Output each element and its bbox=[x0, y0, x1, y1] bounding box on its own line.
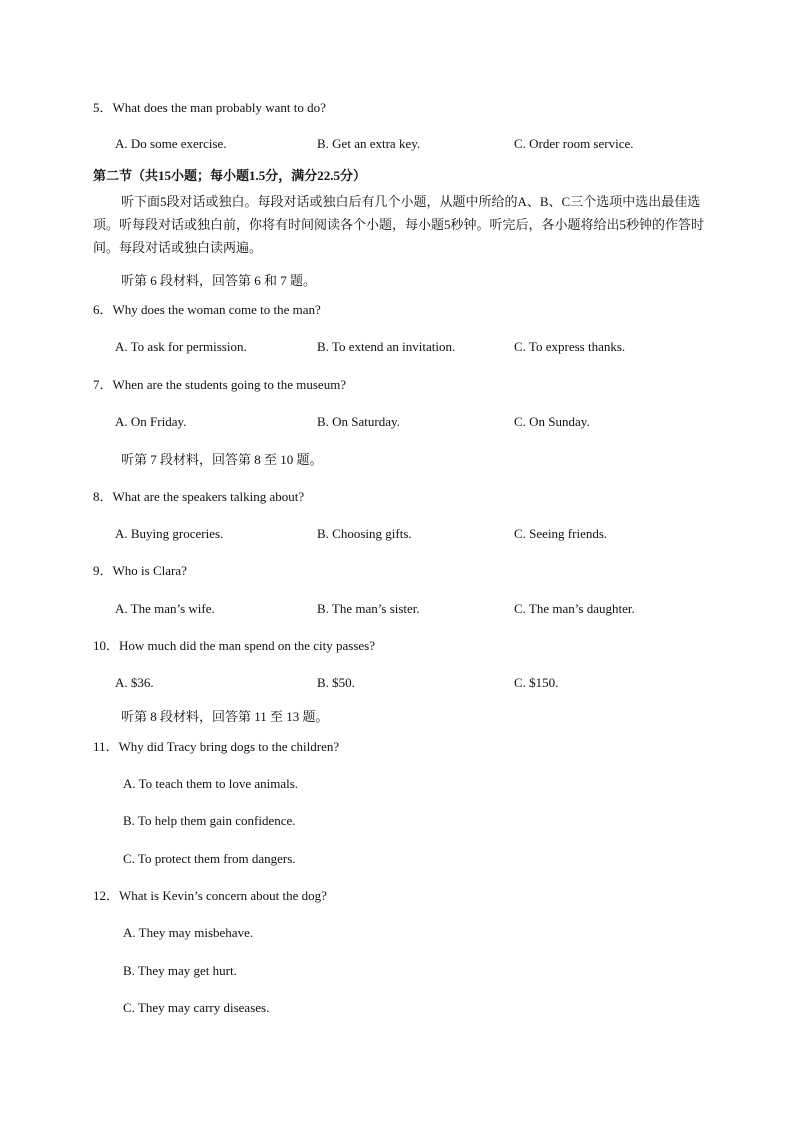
question-7-option-c: C. On Sunday. bbox=[514, 414, 590, 429]
section-2-heading: 第二节（共15小题；每小题1.5分，满分22.5分） bbox=[93, 168, 367, 183]
question-10-stem: 10．How much did the man spend on the city passes? bbox=[93, 638, 375, 653]
question-8-option-c: C. Seeing friends. bbox=[514, 526, 608, 541]
question-8-option-b: B. Choosing gifts. bbox=[317, 526, 412, 541]
section-2-instructions: 听下面5段对话或独白。每段对话或独白后有几个小题，从题中所给的A、B、C三个选项中选出最佳选项。听每段对话或独白前，你将有时间阅读各个小题，每小题5秒钟。听完后，各小题将给出5秒钟的作答时间。每段对话或独白读两遍。 bbox=[93, 194, 705, 255]
question-11-stem: 11．Why did Tracy bring dogs to the children? bbox=[93, 739, 340, 754]
question-5-option-a: A. Do some exercise. bbox=[115, 136, 227, 151]
question-5-option-c: C. Order room service. bbox=[514, 136, 634, 151]
question-6-option-c: C. To express thanks. bbox=[514, 339, 626, 354]
question-12-option-c: C. They may carry diseases. bbox=[123, 1000, 270, 1015]
question-5-option-b: B. Get an extra key. bbox=[317, 136, 421, 151]
question-8-option-a: A. Buying groceries. bbox=[115, 526, 224, 541]
question-9-stem: 9．Who is Clara? bbox=[93, 563, 187, 578]
question-7-stem: 7．When are the students going to the museum? bbox=[93, 377, 347, 392]
question-10-option-b: B. $50. bbox=[317, 675, 355, 690]
material-7-prompt: 听第 7 段材料，回答第 8 至 10 题。 bbox=[121, 452, 323, 467]
question-5-stem: 5．What does the man probably want to do? bbox=[93, 100, 326, 115]
question-6-stem: 6．Why does the woman come to the man? bbox=[93, 302, 321, 317]
question-6-option-b: B. To extend an invitation. bbox=[317, 339, 456, 354]
question-9-option-b: B. The man’s sister. bbox=[317, 601, 420, 616]
question-6-option-a: A. To ask for permission. bbox=[115, 339, 247, 354]
question-11-option-a: A. To teach them to love animals. bbox=[123, 776, 299, 791]
material-6-prompt: 听第 6 段材料，回答第 6 和 7 题。 bbox=[121, 273, 317, 288]
question-12-option-a: A. They may misbehave. bbox=[123, 925, 254, 940]
question-8-stem: 8．What are the speakers talking about? bbox=[93, 489, 305, 504]
question-10-option-c: C. $150. bbox=[514, 675, 559, 690]
question-9-option-c: C. The man’s daughter. bbox=[514, 601, 635, 616]
question-9-option-a: A. The man’s wife. bbox=[115, 601, 215, 616]
question-10-option-a: A. $36. bbox=[115, 675, 154, 690]
question-11-option-c: C. To protect them from dangers. bbox=[123, 851, 296, 866]
question-7-option-a: A. On Friday. bbox=[115, 414, 187, 429]
question-11-option-b: B. To help them gain confidence. bbox=[123, 813, 296, 828]
question-7-option-b: B. On Saturday. bbox=[317, 414, 400, 429]
material-8-prompt: 听第 8 段材料，回答第 11 至 13 题。 bbox=[121, 709, 329, 724]
question-12-stem: 12．What is Kevin’s concern about the dog? bbox=[93, 888, 327, 903]
question-12-option-b: B. They may get hurt. bbox=[123, 963, 237, 978]
